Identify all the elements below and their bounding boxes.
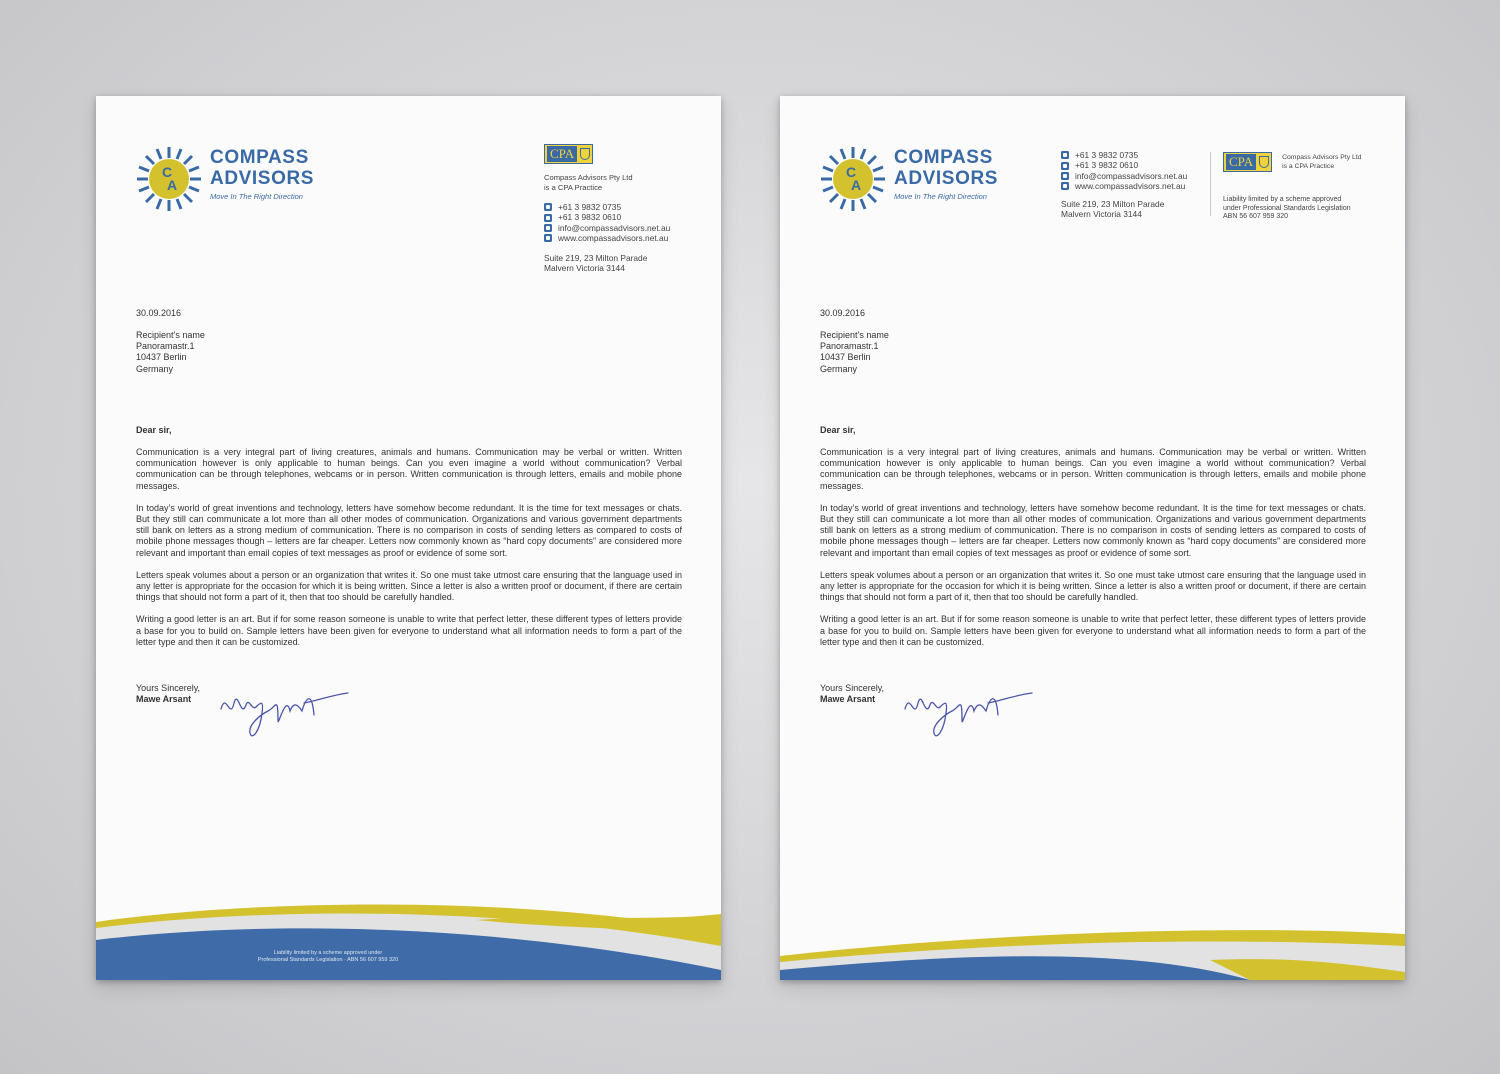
liability-header-line1: Liability limited by a scheme approved [1223, 196, 1342, 203]
svg-text:A: A [851, 177, 862, 193]
closing-phrase: Yours Sincerely, [820, 683, 885, 693]
web-icon [544, 234, 552, 242]
web-icon [1061, 182, 1069, 190]
cpa-badge [1223, 152, 1272, 172]
recipient-country: Germany [136, 363, 174, 374]
closing-phrase: Yours Sincerely, [136, 683, 201, 693]
liability-footer-line1: Liability limited by a scheme approved under [273, 950, 383, 956]
email-icon [544, 224, 552, 232]
cpa-label: CPA [547, 146, 577, 162]
cpa-label: CPA [1226, 154, 1256, 170]
svg-text:A: A [167, 177, 178, 193]
body-paragraph: Communication is a very integral part of living creatures, animals and humans. Communication may be verbal or written. Written communication however is only applicable to human beings. Can you even imagine a world without communication? Verbal communication can be through telephones, webcams or in person. Written communication is through letters, emails and mobile phone messages. [136, 447, 682, 491]
website-url[interactable]: www.compassadvisors.net.au [558, 233, 669, 244]
body-paragraph: Communication is a very integral part of living creatures, animals and humans. Communication may be verbal or written. Written communication however is only applicable to human beings. Can you even imagine a world without communication? Verbal communication can be through telephones, webcams or in person. Written communication is through letters, emails and mobile phone messages. [820, 447, 1366, 491]
header-divider [1210, 152, 1211, 216]
recipient-name: Recipient’s name [820, 330, 889, 340]
body-paragraph: In today’s world of great inventions and technology, letters have somehow become redundant. It is the time for text messages or chats. But they still can communicate a lot more than all other modes of communication. Organizations and various government departments still bank on letters as a strong medium of communication. There is no comparison in costs of sending letters as compared to costs of mobile phone messages though – letters are far cheaper. Letters now commonly known as “hard copy documents” are considered more relevant and important than email copies of text messages as proof or evidence of some sort. [136, 502, 682, 558]
cpa-badge [544, 144, 670, 164]
letter-date: 30.09.2016 [820, 308, 866, 318]
company-logo [134, 144, 314, 214]
header-contact-block [544, 144, 670, 273]
cpa-company-line2: is a CPA Practice [544, 183, 603, 192]
address-line2: Malvern Victoria 3144 [1061, 209, 1142, 220]
body-paragraph: Letters speak volumes about a person or an organization that writes it. So one must take utmost care ensuring that the language used in any letter is appropriate for the occasion for which it is being written. Since a letter is also a written proof or document, if there are certain things that should not form a part of it, then that too should be carefully handled. [136, 569, 682, 603]
cpa-crest-icon [580, 148, 590, 160]
liability-header-line3: ABN 56 607 959 320 [1223, 213, 1288, 221]
body-paragraph: Writing a good letter is an art. But if for some reason someone is unable to write that perfect letter, these different types of letters provide a base for you to build on. Sample letters have been given for everyone to understand what all information needs to form a part of the letter type and then it can be customized. [136, 614, 682, 647]
recipient-street: Panoramastr.1 [136, 341, 195, 352]
brand-name-line2: ADVISORS [894, 168, 999, 189]
phone-icon [1061, 151, 1069, 159]
email-address[interactable]: info@compassadvisors.net.au [558, 222, 671, 233]
recipient-address [820, 330, 1366, 375]
letter-body [136, 447, 682, 659]
letter-date: 30.09.2016 [136, 308, 182, 318]
brand-tagline: Move In The Right Direction [210, 192, 303, 201]
brand-tagline: Move In The Right Direction [894, 192, 987, 201]
website-url[interactable]: www.compassadvisors.net.au [1075, 181, 1186, 192]
company-logo [818, 144, 998, 214]
header-cpa-block [1223, 152, 1361, 222]
liability-footer [228, 950, 428, 964]
fax-icon [1061, 162, 1069, 170]
footer-wave [780, 900, 1405, 980]
signer-name: Mawe Arsant [820, 694, 876, 705]
svg-text:C: C [846, 164, 857, 180]
recipient-name: Recipient’s name [136, 330, 205, 340]
recipient-city: 10437 Berlin [820, 352, 871, 363]
letter-greeting: Dear sir, [136, 425, 172, 435]
address-line1: Suite 219, 23 Milton Parade [1061, 198, 1165, 209]
address-line2: Malvern Victoria 3144 [544, 263, 625, 274]
recipient-country: Germany [820, 363, 858, 374]
fax-number: +61 3 9832 0610 [558, 212, 622, 223]
body-paragraph: In today’s world of great inventions and technology, letters have somehow become redundant. It is the time for text messages or chats. But they still can communicate a lot more than all other modes of communication. Organizations and various government departments still bank on letters as a strong medium of communication. There is no comparison in costs of sending letters as compared to costs of mobile phone messages though – letters are far cheaper. Letters now commonly known as “hard copy documents” are considered more relevant and important than email copies of text messages as proof or evidence of some sort. [820, 502, 1366, 558]
handwritten-signature [216, 681, 356, 751]
recipient-address [136, 330, 682, 375]
phone-number[interactable]: +61 3 9832 0735 [1075, 150, 1139, 160]
letter-body [820, 447, 1366, 659]
address-line1: Suite 219, 23 Milton Parade [544, 252, 648, 263]
recipient-city: 10437 Berlin [136, 352, 187, 363]
letterhead-sheet-1 [96, 96, 721, 980]
signer-name: Mawe Arsant [136, 694, 192, 705]
phone-icon [544, 203, 552, 211]
liability-footer-line2: Professional Standards Legislation · ABN 56 607 959 320 [257, 957, 399, 963]
brand-name-line1: COMPASS [894, 147, 993, 168]
compass-logo-icon [818, 144, 888, 214]
body-paragraph: Letters speak volumes about a person or an organization that writes it. So one must take utmost care ensuring that the language used in any letter is appropriate for the occasion for which it is being written. Since a letter is also a written proof or document, if there are certain things that should not form a part of it, then that too should be carefully handled. [820, 569, 1366, 603]
phone-number[interactable]: +61 3 9832 0735 [558, 202, 622, 212]
cpa-company-line1: Compass Advisors Pty Ltd [1282, 154, 1362, 161]
email-address[interactable]: info@compassadvisors.net.au [1075, 170, 1188, 181]
letterhead-sheet-2 [780, 96, 1405, 980]
letter-greeting: Dear sir, [820, 425, 856, 435]
email-icon [1061, 172, 1069, 180]
handwritten-signature [900, 681, 1040, 751]
recipient-street: Panoramastr.1 [820, 341, 879, 352]
cpa-company-line2: is a CPA Practice [1282, 162, 1335, 170]
header-contact-block [1061, 150, 1187, 219]
fax-number: +61 3 9832 0610 [1075, 160, 1139, 171]
brand-name-line2: ADVISORS [210, 168, 315, 189]
cpa-crest-icon [1259, 156, 1269, 168]
cpa-company-line1: Compass Advisors Pty Ltd [544, 173, 633, 182]
brand-name-line1: COMPASS [210, 147, 309, 168]
body-paragraph: Writing a good letter is an art. But if for some reason someone is unable to write that perfect letter, these different types of letters provide a base for you to build on. Sample letters have been given for everyone to understand what all information needs to form a part of the letter type and then it can be customized. [820, 614, 1366, 647]
footer-wave [96, 900, 721, 980]
fax-icon [544, 214, 552, 222]
svg-text:C: C [162, 164, 173, 180]
liability-header-line2: under Professional Standards Legislation [1223, 204, 1351, 212]
compass-logo-icon [134, 144, 204, 214]
